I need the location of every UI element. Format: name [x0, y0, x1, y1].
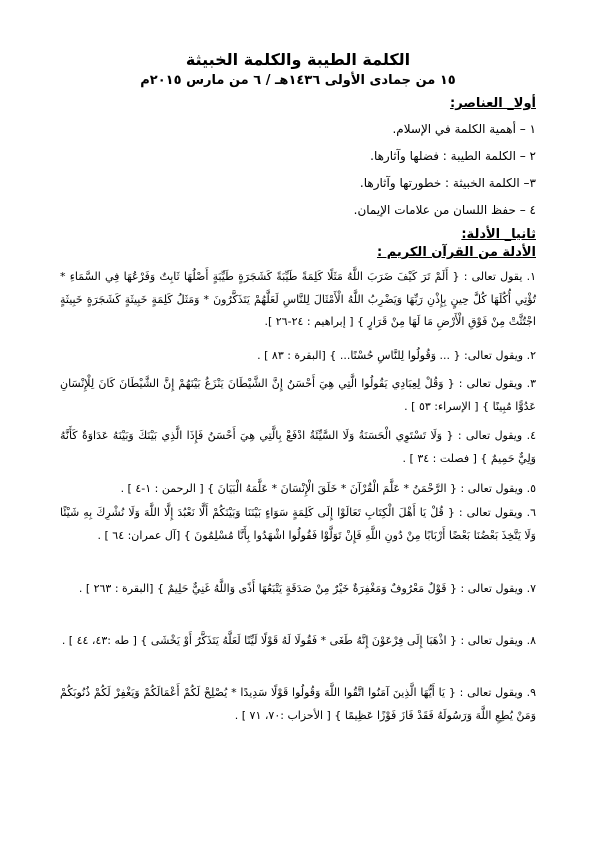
- element-item: ١ – أهمية الكلمة في الإسلام.: [392, 122, 536, 136]
- evidence-verse-5: ٥. ويقول تعالى : { الرَّحْمَنُ * عَلَّمَ الْقُرْآنَ * خَلَقَ الْإِنْسَانَ * عَلَّمَهُ الْبَيَانَ } [ الرحمن : ١-٤ ] .: [120, 482, 536, 495]
- document-title: الكلمة الطيبة والكلمة الخبيثة: [185, 50, 411, 69]
- evidence-verse-7: ٧. ويقول تعالى : { قَوْلٌ مَعْرُوفٌ وَمَغْفِرَةٌ خَيْرٌ مِنْ صَدَقَةٍ يَتْبَعُهَا أَذًى وَاللَّهُ غَنِيٌّ حَلِيمٌ } [البقرة : ٢٦٣ ] .: [78, 582, 536, 595]
- evidence-verse-3: ٣. ويقول تعالى : { وَقُلْ لِعِبَادِي يَقُولُوا الَّتِي هِيَ أَحْسَنُ إِنَّ الشَّيْطَانَ يَنْزَغُ بَيْنَهُمْ إِنَّ الشَّيْطَانَ كَانَ لِلْإِنْسَانِ عَدُوًّا مُبِينًا } [ الإسراء: ٥٣ ] .: [60, 377, 536, 413]
- evidence-verse-8: ٨. ويقول تعالى : { اذْهَبَا إِلَى فِرْعَوْنَ إِنَّهُ طَغَى * فَقُولَا لَهُ قَوْلًا لَيِّنًا لَعَلَّهُ يَتَذَكَّرُ أَوْ يَخْشَى } [ طه :٤٣، ٤٤ ] .: [61, 634, 536, 647]
- element-item: ٣– الكلمة الخبيثة : خطورتها وآثارها.: [359, 176, 536, 190]
- evidence-verse-2: ٢. ويقول تعالى: { ... وَقُولُوا لِلنَّاسِ حُسْنًا... } [البقرة : ٨٣ ] .: [257, 349, 536, 362]
- elements-heading: أولا_ العناصر:: [450, 96, 536, 111]
- document-date: ١٥ من جمادى الأولى ١٤٣٦هـ / ٦ من مارس ٢٠١٥م: [140, 73, 456, 88]
- evidence-verse-6: ٦. ويقول تعالى : { قُلْ يَا أَهْلَ الْكِتَابِ تَعَالَوْا إِلَى كَلِمَةٍ سَوَاءٍ بَيْنَنَا وَبَيْنَكُمْ أَلَّا نَعْبُدَ إِلَّا اللَّهَ وَلَا نُشْرِكَ بِهِ شَيْئًا وَلَا يَتَّخِذَ بَعْضُنَا بَعْضًا أَرْبَابًا مِنْ دُونِ اللَّهِ فَإِنْ تَوَلَّوْا فَقُولُوا اشْهَدُوا بِأَنَّا مُسْلِمُونَ } [آل عمران: ٦٤ ] .: [60, 506, 536, 542]
- element-item: ٤ – حفظ اللسان من علامات الإيمان.: [353, 203, 536, 217]
- evidence-heading: ثانيا_ الأدلة:: [461, 227, 536, 242]
- element-item: ٢ – الكلمة الطيبة : فضلها وآثارها.: [370, 149, 536, 163]
- evidence-verse-9: ٩. ويقول تعالى : { يَا أَيُّهَا الَّذِينَ آمَنُوا اتَّقُوا اللَّهَ وَقُولُوا قَوْلًا سَدِيدًا * يُصْلِحْ لَكُمْ أَعْمَالَكُمْ وَيَغْفِرْ لَكُمْ ذُنُوبَكُمْ وَمَنْ يُطِعِ اللَّهَ وَرَسُولَهُ فَقَدْ فَازَ فَوْزًا عَظِيمًا } [ الأحزاب :٧٠، ٧١ ] .: [60, 686, 536, 722]
- evidence-verse-1: ١. يقول تعالى : { أَلَمْ تَرَ كَيْفَ ضَرَبَ اللَّهُ مَثَلًا كَلِمَةً طَيِّبَةً كَشَجَرَةٍ طَيِّبَةٍ أَصْلُهَا ثَابِتٌ وَفَرْعُهَا فِي السَّمَاءِ * تُؤْتِي أُكُلَهَا كُلَّ حِينٍ بِإِذْنِ رَبِّهَا وَيَضْرِبُ اللَّهُ الْأَمْثَالَ لِلنَّاسِ لَعَلَّهُمْ يَتَذَكَّرُونَ * وَمَثَلُ كَلِمَةٍ خَبِيثَةٍ كَشَجَرَةٍ خَبِيثَةٍ اجْتُثَّتْ مِنْ فَوْقِ الْأَرْضِ مَا لَهَا مِنْ قَرَارٍ } [ إبراهيم : ٢٤-٢٦ ].: [60, 270, 536, 328]
- quran-heading: الأدلة من القرآن الكريم :: [376, 245, 536, 260]
- evidence-verse-4: ٤. ويقول تعالى : { وَلَا تَسْتَوِي الْحَسَنَةُ وَلَا السَّيِّئَةُ ادْفَعْ بِالَّتِي هِيَ أَحْسَنُ فَإِذَا الَّذِي بَيْنَكَ وَبَيْنَهُ عَدَاوَةٌ كَأَنَّهُ وَلِيٌّ حَمِيمٌ } [ فصلت : ٣٤ ] .: [60, 429, 536, 465]
